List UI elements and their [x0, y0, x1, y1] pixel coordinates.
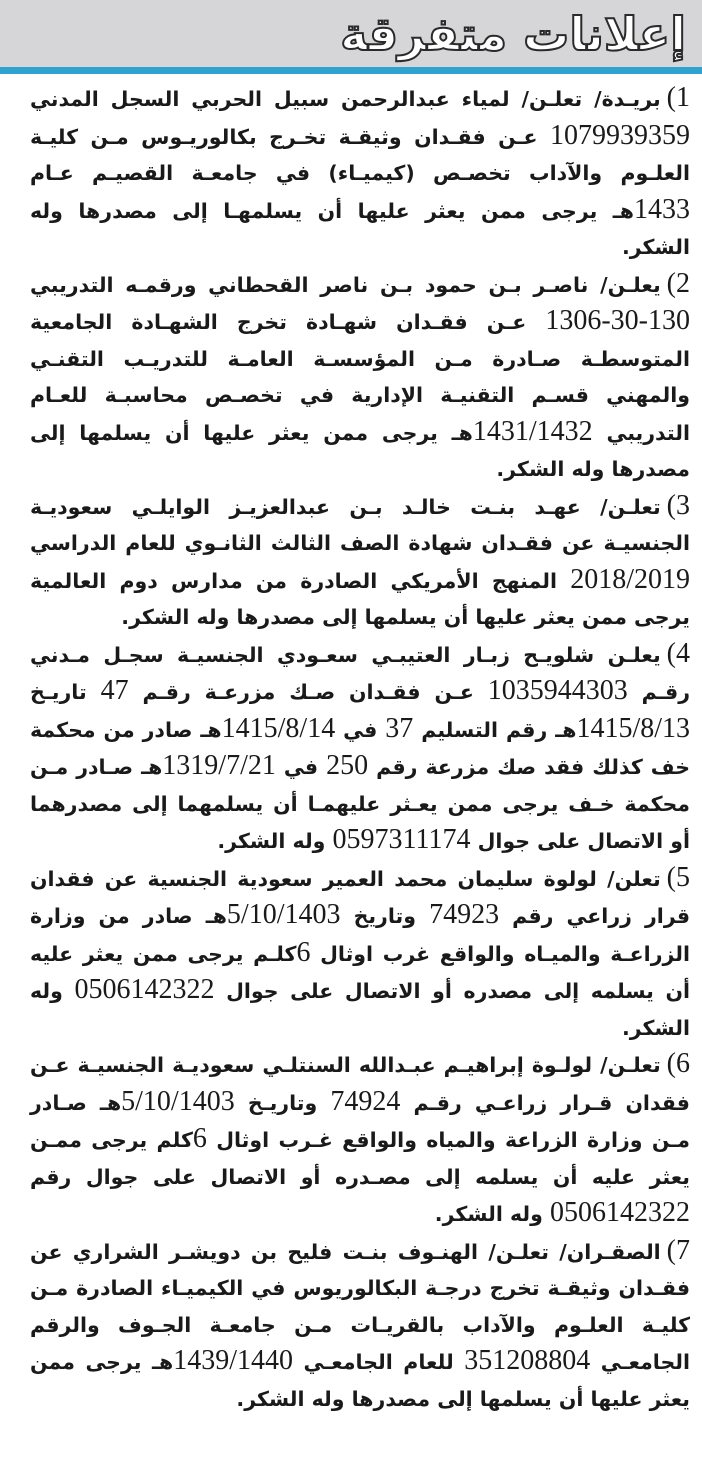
notice-item-4 [0, 636, 702, 860]
notice-index: 2) [666, 267, 690, 299]
notice-number: 1415/8/14 [221, 712, 336, 744]
notice-number: 1439/1440 [173, 1345, 293, 1376]
notice-number: 37 [385, 712, 414, 744]
notice-item-2 [0, 266, 702, 488]
notice-number: 250 [326, 750, 369, 781]
notice-number: 1035944303 [487, 675, 628, 706]
notice-number: 0506142322 [550, 1197, 690, 1228]
notice-number: 0506142322 [74, 974, 215, 1005]
notice-number: 47 [100, 675, 129, 706]
notice-text: تعلن/ لولوة سليمان محمد العمير سعودية الجنسية عن فقدان قرار زراعي رقم 74923 وتاريخ 5/10/1403هـ صادر من وزارة الزراعـة والميـاه والواقع غرب اوثال 6كلـم يرجى ممن يعثر عليه أن يسلمه إلى مصدره أو الاتصال على جوال 0506142322 وله الشكر. [30, 866, 691, 1040]
notice-item-3 [0, 488, 702, 636]
notice-text: يعلـن/ ناصـر بـن حمود بـن ناصر القحطاني ورقمـه التدريبي 1306-30-130 عـن فقـدان شهـادة تخرج الشهـادة الجامعية المتوسطـة صـادرة مـن المؤسسـة العامـة للتدريـب التقنـي والمهني قسـم التقنيـة الإدارية في تخصـص محاسبـة للعـام التدريبي 1431/1432هـ يرجى ممن يعثر عليها أن يسلمها إلى مصدرها وله الشكر. [30, 272, 690, 481]
notice-text: يعلـن شلويـح زبـار العتيبـي سعـودي الجنسيـة سجـل مـدني رقـم 1035944303 عـن فقـدان صـك مزرعـة رقـم 47 تاريـخ 1415/8/13هـ رقم التسليم 37 في 1415/8/14هـ صادر من محكمة خف كذلك فقد صك مزرعة رقم 250 في 1319/7/21هـ صـادر مـن محكمة خـف يرجى ممن يعـثر عليهمـا أن يسلمهما إلى مصدرهما أو الاتصال على جوال 0597311174 وله الشكر. [30, 642, 691, 855]
notice-number: 6 [192, 1123, 207, 1154]
section-title: إعلانات متفرقة [340, 7, 686, 61]
notice-number: 1431/1432 [472, 415, 593, 447]
notice-index: 4) [666, 637, 690, 669]
notice-number: 351208804 [464, 1345, 591, 1376]
notice-text: بريـدة/ تعلـن/ لمياء عبدالرحمن سبيل الحربي السجل المدني 1079939359 عـن فقـدان وثيقـة تخـرج بكالوريـوس مـن كليـة العلـوم والآداب تخصـص (كيميـاء) في جامعـة القصيـم عـام 1433هـ يرجى ممن يعثر عليها أن يسلمهـا إلى مصدرها وله الشكر. [30, 87, 690, 259]
notice-number: 6 [296, 936, 311, 968]
section-header [0, 0, 702, 67]
notice-item-7 [0, 1233, 702, 1418]
notice-item-5 [0, 860, 702, 1047]
notice-number: 1319/7/21 [162, 750, 276, 781]
notice-text: تعلـن/ عهـد بنـت خالـد بـن عبدالعزيـز الوايلـي سعوديـة الجنسيـة عن فقـدان شهادة الصف الثالث الثانـوي للعام الدراسي 2018/2019 المنهج الأمريكي الصادرة من مدارس دوم العالمية يرجى ممن يعثر عليها أن يسلمها إلى مصدرها وله الشكر. [30, 494, 690, 629]
notice-item-6 [0, 1046, 702, 1233]
notice-text: الصقـران/ تعلـن/ الهنـوف بنـت فليح بن دويشـر الشراري عن فقـدان وثيقـة تخرج درجـة البكالوريوس في الكيميـاء الصادرة مـن كليـة العلـوم والآداب بالقريـات مـن جامعـة الجـوف والرقم الجامعـي 351208804 للعام الجامعـي 1439/1440هـ يرجى ممن يعثر عليها أن يسلمها إلى مصدرها وله الشكر. [30, 1239, 690, 1411]
notice-number: 74924 [330, 1085, 401, 1117]
notice-index: 6) [666, 1048, 690, 1079]
notice-number: 2018/2019 [570, 563, 690, 595]
notice-index: 3) [666, 489, 690, 521]
notice-index: 1) [666, 82, 690, 113]
notice-number: 1306-30-130 [545, 305, 690, 336]
notice-number: 0597311174 [332, 824, 471, 855]
notice-number: 1433 [634, 193, 690, 225]
notice-number: 5/10/1403 [121, 1085, 235, 1117]
notice-number: 1079939359 [550, 119, 690, 151]
notice-index: 7) [666, 1234, 690, 1266]
notice-number: 5/10/1403 [226, 899, 341, 930]
notice-item-1 [0, 80, 702, 266]
notice-index: 5) [666, 861, 690, 893]
notice-text: تعلـن/ لولـوة إبراهيـم عبـدالله السنتلـي سعوديـة الجنسيـة عـن فقدان قـرار زراعـي رقـم 74924 وتاريـخ 5/10/1403هـ صـادر مـن وزارة الزراعة والمياه والواقع غـرب اوثال 6كلم يرجى ممـن يعثر عليه أن يسلمه إلى مصـدره أو الاتصال على جوال رقم 0506142322 وله الشكر. [30, 1053, 690, 1228]
notice-number: 74923 [429, 899, 500, 930]
notice-number: 1415/8/13 [576, 712, 691, 744]
header-divider-stripe [0, 67, 702, 74]
notices-list [0, 80, 702, 1417]
